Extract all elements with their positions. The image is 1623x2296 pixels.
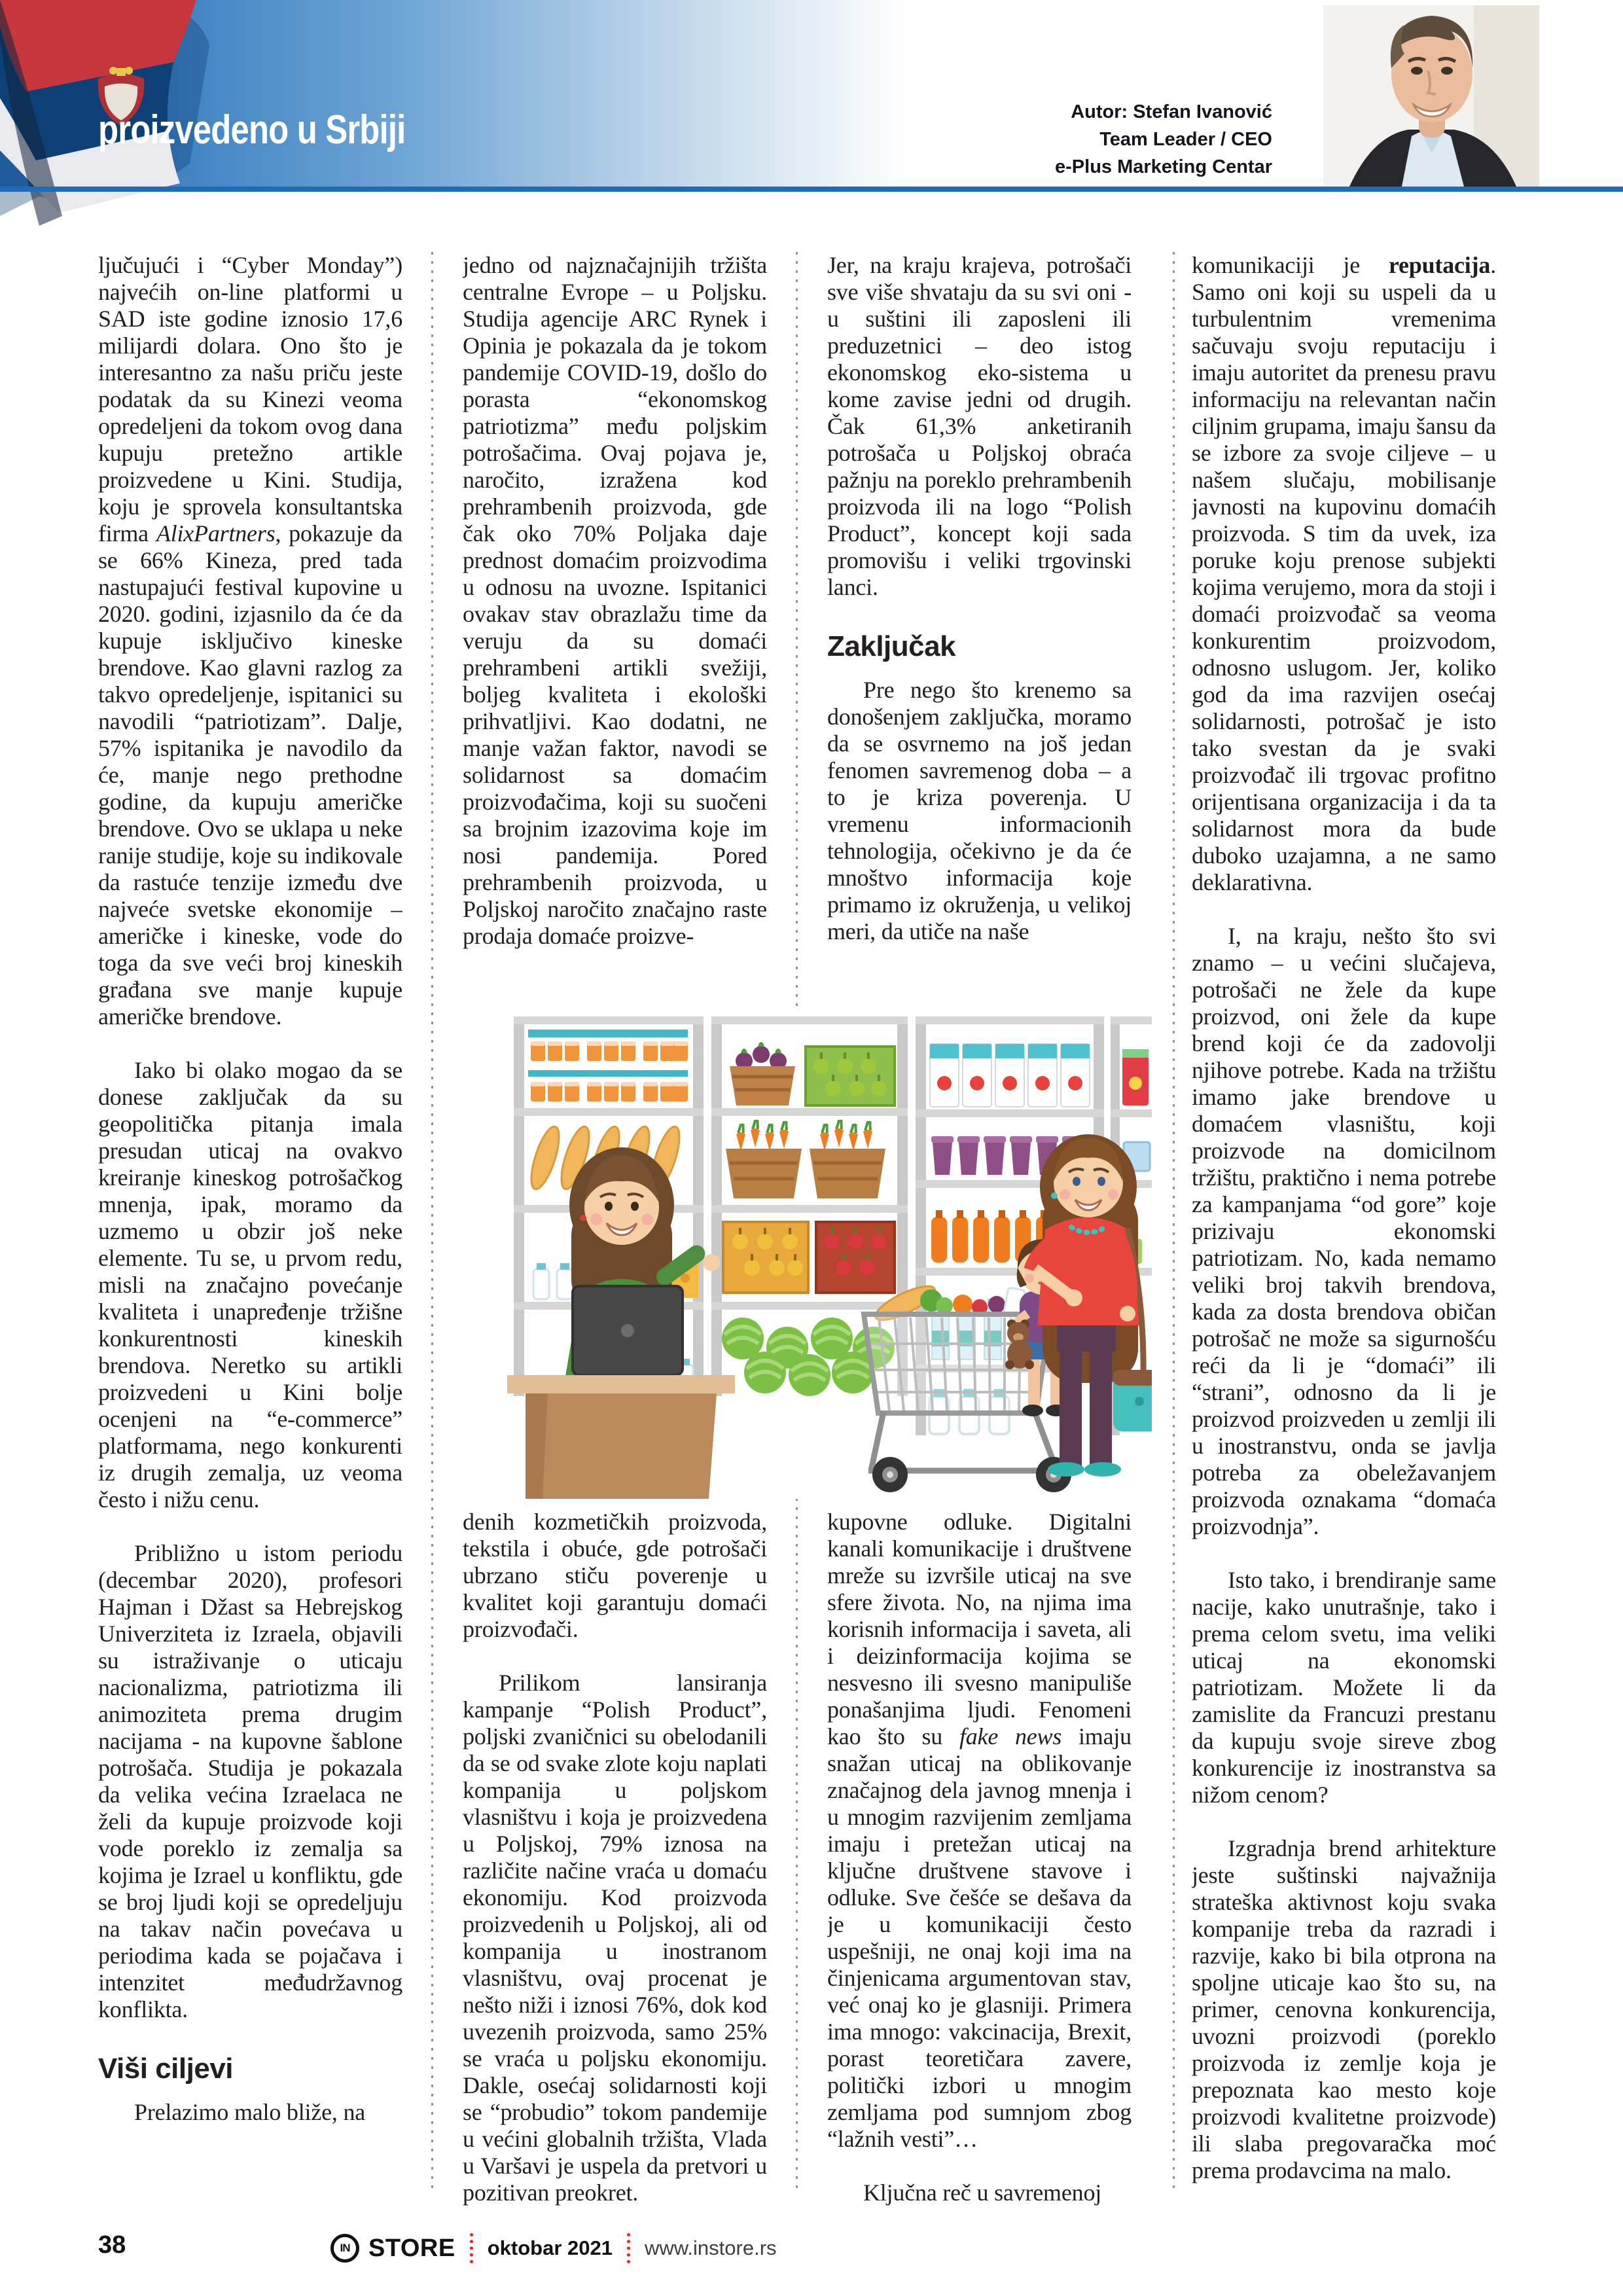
- column-3-bottom: [827, 1509, 1132, 2209]
- body-paragraph: I, na kraju, nešto što svi znamo – u većini slučajeva, potrošači ne žele da kupe proizvod, oni žele da kupe brend koji će da zadovolji njihove potrebe. Kada na tržištu imamo jake brendove u domaćem vlasništu, koji proizvode na domicilnom tržištu, praktično i nema potrebe za kampanjama “od gore” koje prizivaju ekonomski patriotizam. No, kada nemamo veliki broj takvih brendova, kada za dosta brendova običan potrošač ne može sa sigurnošću reći da li je “domaći” ili “strani”, odnosno da li je proizvod proizveden u zemlji ili u inostranstvu, onda se javlja potreba za obeležavanjem proizvoda oznakama “domaća proizvodnja”.: [1192, 923, 1496, 1539]
- section-heading-visi-ciljevi: Viši ciljevi: [98, 2053, 234, 2085]
- column-3-top: [827, 252, 1132, 1005]
- column-2-bottom: [463, 1509, 767, 2209]
- column-4: [1192, 252, 1496, 2215]
- author-block: [1055, 98, 1272, 181]
- italic-term: fake news: [959, 1723, 1062, 1749]
- instore-logo-icon: IN: [330, 2234, 359, 2263]
- footer-separator: [627, 2233, 630, 2263]
- page-number: 38: [98, 2231, 126, 2259]
- body-paragraph: Iako bi olako mogao da se donese zaključak da su geopolitička pitanja imala presudan uticaj na ovakvo kreiranje kineskog potrošačkog mnenja, ipak, moramo da uzmemo u obzir još neke elemente. Tu se, u prvom redu, misli na značajno povećanje kvaliteta i unapređenje tržišne konkurentnosti kineskih brendova. Neretko su artikli proizvedeni u Kini bolje ocenjeni na “e-commerce” platformama, nego konkurenti iz drugih zemalja, uz veoma često i nižu cenu.: [98, 1057, 402, 1513]
- body-paragraph: jedno od najznačajnijih tržišta centralne Evrope – u Poljsku. Studija agencije ARC Rynek i Opinia je pokazala da je tokom pandemije COVID-19, došlo do porasta “ekonomskog patriotizma” među poljskim potrošačima. Ovaj pojava je, naročito, izražena kod prehrambenih proizvoda, gde čak oko 70% Poljaka daje prednost domaćim proizvodima u odnosu na uvozne. Ispitanici ovakav stav obrazlažu time da veruju da su domaći prehrambeni artikli svežiji, boljeg kvaliteta i ekološki prihvatljivi. Kao dodatni, ne manje važan faktor, navodi se solidarnost sa domaćim proizvođačima, koji su suočeni sa brojnim izazovima koje im nosi pandemija. Pored prehrambenih proizvoda, u Poljskoj naročito značajno raste prodaja domaće proizve-: [463, 252, 767, 949]
- bold-term: reputacija: [1388, 252, 1491, 278]
- body-paragraph: Približno u istom periodu (decembar 2020), profesori Hajman i Džast sa Hebrejskog Univerziteta iz Izraela, objavili su istraživanje o uticaju nacionalizma, patriotizma ili animoziteta prema drugim nacijama - na kupovne šablone potrošača. Studija je pokazala da velika većina Izraelaca ne želi da kupuje proizvode koji vode poreklo iz zemalja sa kojima je Izrael u konfliktu, gde se broj ljudi koji se opredeljuju na takav način povećava u periodima kada se pojačava i intenzitet međudržavnog konflikta.: [98, 1540, 402, 2022]
- body-paragraph: ljučujući i “Cyber Monday”) najvećih on-line platformi u SAD iste godine iznosio 17,6 milijardi dolara. Ono što je interesantno za našu priču jeste podatak da su Kinezi veoma opredeljeni da tokom ovog dana kupuju pretežno artikle proizvedene u Kini. Studija, koju je sprovela konsultantska firma AlixPartners, pokazuje da se 66% Kineza, pred tada nastupajući festival kupovine u 2020. godini, izjasnilo da će da kupuje isključivo kineske brendove. Kao glavni razlog za takvo opredeljenje, ispitanici su navodili “patriotizam”. Dalje, 57% ispitanika je navodilo da će, manje nego prethodne godine, da kupuju američke brendove. Ovo se uklapa u neke ranije studije, koje su indikovale da rastuće tenzije između dve najveće svetske ekonomije – američke i kineske, vode do toga da sve veći broj kineskih građana sve manje kupuje američke brendove.: [98, 252, 402, 1030]
- shopper-figure: [1032, 1134, 1152, 1477]
- magazine-name: STORE: [368, 2234, 455, 2262]
- italic-term: AlixPartners: [156, 520, 276, 547]
- website-url: www.instore.rs: [644, 2236, 777, 2259]
- page-footer: [98, 2229, 1525, 2268]
- header-rule: [0, 187, 1623, 192]
- section-heading-zakljucak: Zaključak: [827, 630, 956, 662]
- body-paragraph: Jer, na kraju krajeva, potrošači sve više shvataju da su svi oni - u suštini ili zaposleni ili preduzetnici – deo istog ekonomskog eko-sistema u kome zavise jedni od drugih. Čak 61,3% anketiranih potrošača u Poljskoj obraća pažnju na poreklo prehrambenih proizvoda ili na logo “Polish Product”, koncept koji sada promovišu i veliki trgovinski lanci.: [827, 252, 1132, 600]
- body-paragraph: komunikaciji je reputacija. Samo oni koji su uspeli da u turbulentnim vremenima sačuvaju svoju reputaciju i imaju autoritet da prenesu pravu informaciju na relevantan način ciljnim grupama, imaju šansu da se izbore za svoje ciljeve – u našem slučaju, mobilisanje javnosti na kupovinu domaćih proizvoda. S tim da uvek, iza poruke koju prenose subjekti kojima verujemo, mora da stoji i domaći proizvođač sa veoma konkurentim proizvodom, odnosno uslugom. Jer, koliko god da ima razvijen osećaj solidarnosti, potrošač je isto tako svestan da je svaki proizvođač ili trgovac profitno orijentisana organizacija i da ta solidarnost mora da bude duboko uzajamna, a ne samo deklarativna.: [1192, 252, 1496, 895]
- footer-separator: [470, 2233, 473, 2263]
- author-photo: [1323, 5, 1539, 187]
- body-paragraph: Izgradnja brend arhitekture jeste suštinski najvažnija strateška aktivnost koju svaka kompanije treba da razradi i razvije, kako bi bila otprona na spoljne uticaje kao što su, na primer, cenovna konkurencija, uvozni proizvodi (poreklo proizvoda iz zemlje koja je prepoznata kao mesto koje proizvodi kvalitetne proizvode) ili slaba pregovaračka moć prema prodavcima na malo.: [1192, 1835, 1496, 2183]
- page-title: proizvedeno u Srbiji: [98, 107, 406, 152]
- column-divider: [1173, 252, 1175, 2193]
- body-paragraph: Ključna reč u savremenoj: [863, 2179, 1102, 2206]
- column-divider: [431, 252, 433, 2193]
- author-name: Autor: Stefan Ivanović: [1071, 101, 1272, 122]
- body-paragraph: Isto tako, i brendiranje same nacije, kako unutrašnje, tako i prema celom svetu, ima veliki uticaj na ekonomski patriotizam. Možete li da zamislite da Francuzi prestanu da kupuju svoje sireve zbog konkurencije iz inostranstva sa nižom cenom?: [1192, 1567, 1496, 1808]
- body-paragraph: Prelazimo malo bliže, na: [134, 2099, 366, 2125]
- author-org: e-Plus Marketing Centar: [1055, 156, 1272, 177]
- body-paragraph: Pre nego što krenemo sa donošenjem zaključka, moramo da se osvrnemo na još jedan fenomen savremenog doba – a to je kriza poverenja. U vremenu informacionih tehnologija, očekivno je da će mnoštvo informacija koje primamo iz okruženja, u velikoj meri, da utiče na naše: [827, 677, 1132, 944]
- issue-date: oktobar 2021: [487, 2236, 613, 2259]
- supermarket-illustration: [507, 1011, 1152, 1499]
- body-paragraph: kupovne odluke. Digitalni kanali komunikacije i društvene mreže su izvršile uticaj na sve sfere života. No, na njima ima korisnih informacija i saveta, ali i deizinformacija kojima se nesvesno ili svesno manipuliše ponašanjima ljudi. Fenomeni kao što su fake news imaju snažan uticaj na oblikovanje značajnog dela javnog mnenja i u mnogim razvijenim zemljama imaju i pretežan uticaj na ključne društvene stavove i odluke. Sve češće se dešava da je u komunikaciji često uspešniji, ne onaj koji ima na činjenicama argumentovan stav, već onaj ko je glasniji. Primera ima mnogo: vakcinacija, Brexit, porast teoretičara zavere, politički izbori u mnogim zemljama pod sumnjom zbog “lažnih vesti”…: [827, 1509, 1132, 2152]
- body-paragraph: denih kozmetičkih proizvoda, tekstila i obuće, gde potrošači ubrzano stiču poverenje u kvalitet koji garantuju domaći proizvođači.: [463, 1509, 767, 1642]
- body-paragraph: Prilikom lansiranja kampanje “Polish Product”, poljski zvaničnici su obelodanili da se od svake zlote koju naplati kompanija u poljskom vlasništvu i koja je proizvedena u Poljskoj, 79% iznosa na različite načine vraća u domaću ekonomiju. Kod proizvoda proizvedenih u Poljskoj, ali od kompanija u inostranom vlasništvu, ovaj procenat je nešto niži i iznosi 76%, dok kod uvezenih proizvoda, samo 25% se vraća u poljsku ekonomiju. Dakle, osećaj solidarnosti koji se “probudio” tokom pandemije u većini globalnih tržišta, Vlada u Varšavi je uspela da pretvori u pozitivan preokret.: [463, 1670, 767, 2206]
- author-role: Team Leader / CEO: [1099, 129, 1272, 150]
- column-2-top: [463, 252, 767, 1005]
- column-1: [98, 252, 402, 2209]
